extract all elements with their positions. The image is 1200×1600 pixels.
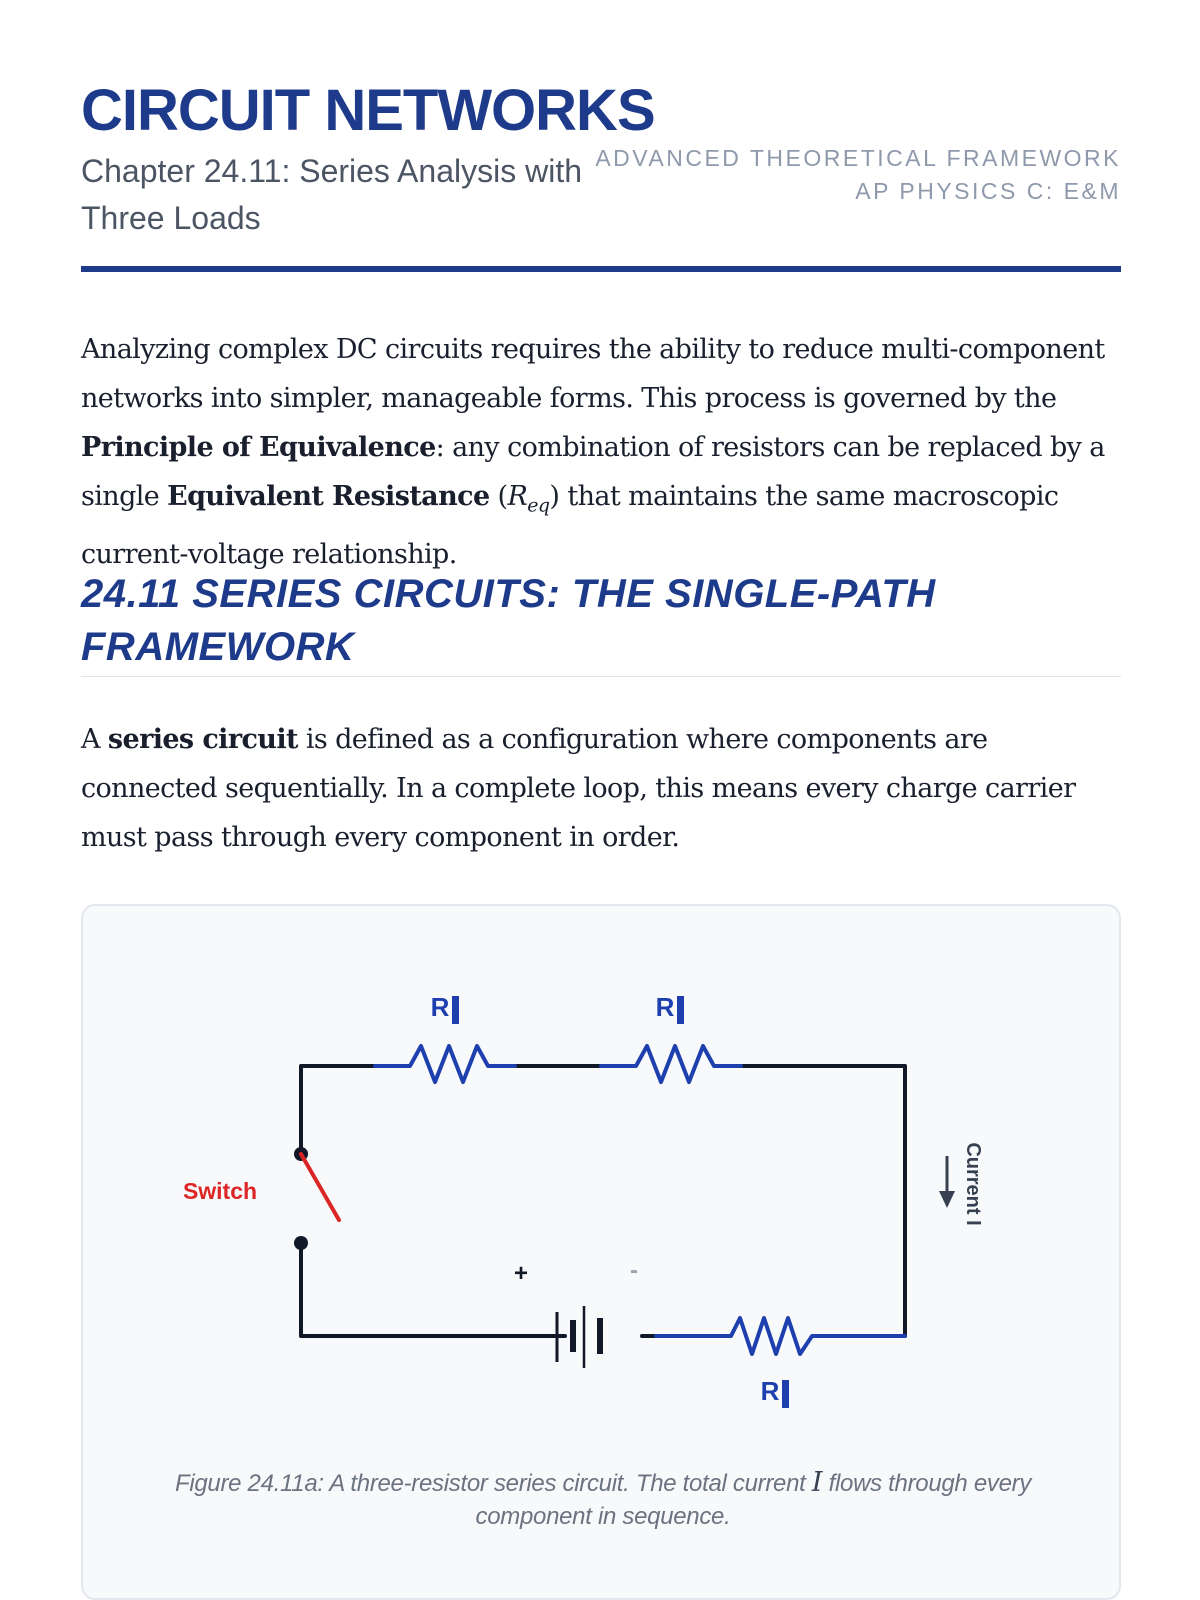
caption-current-symbol: I: [811, 1467, 823, 1498]
framework-label: ADVANCED THEORETICAL FRAMEWORK: [595, 145, 1121, 171]
circuit-figure: [81, 904, 1121, 1600]
wire-right: [741, 1066, 905, 1336]
battery-plus-label: +: [513, 1260, 529, 1287]
section-heading: 24.11 SERIES CIRCUITS: THE SINGLE-PATH FRAMEWORK: [81, 572, 936, 669]
battery-minus-label: -: [630, 1257, 638, 1284]
resistor-3-label: R: [760, 1376, 780, 1406]
principle-of-equivalence-term: Principle of Equivalence: [81, 432, 436, 463]
resistor-3: [656, 1318, 905, 1354]
document-page: [81, 0, 1121, 1530]
switch-label: Switch: [182, 1178, 258, 1204]
series-text-1: A: [81, 724, 108, 755]
current-label: Current I: [962, 1142, 984, 1226]
course-meta: [595, 142, 1121, 208]
req-symbol-letter: R: [507, 481, 528, 512]
document-header: [81, 0, 1121, 275]
equivalent-resistance-term: Equivalent Resistance: [167, 481, 490, 512]
chapter-subtitle: Chapter 24.11: Series Analysis with Three Loads: [81, 153, 582, 236]
section-divider: [81, 676, 1121, 677]
resistor-2-label: R: [655, 992, 675, 1022]
series-text-2: is defined as a configuration where components are connected sequentially. In a complete loop, this means every charge carrier must pass through every component in order.: [81, 724, 1076, 853]
series-definition-paragraph: [81, 715, 1121, 862]
intro-text-3: (: [489, 481, 508, 512]
resistor-1-label: R: [430, 992, 450, 1022]
req-symbol: [507, 481, 550, 517]
switch-lever: [301, 1154, 339, 1220]
caption-prefix: Figure 24.11a: A three-resistor series circuit. The total current: [174, 1470, 812, 1497]
intro-paragraph: [81, 325, 1121, 579]
wire-left-bottom: [301, 1245, 565, 1336]
document-title: CIRCUIT NETWORKS: [81, 78, 655, 143]
current-arrow-icon: [939, 1156, 955, 1208]
resistor-3-subscript-glyph: [782, 1380, 789, 1408]
intro-text-1: Analyzing complex DC circuits requires the ability to reduce multi-component networks into simpler, manageable forms. This process is governed by the: [81, 334, 1105, 414]
switch-terminal-bottom: [294, 1236, 308, 1250]
resistor-2-subscript-glyph: [677, 996, 684, 1024]
resistor-2: [601, 1046, 741, 1082]
figure-caption: [123, 1466, 1083, 1533]
intro-text-4: ) that maintains the same macroscopic current-voltage relationship.: [81, 481, 1059, 571]
wire-left-top: [301, 1066, 375, 1148]
resistor-1-subscript-glyph: [452, 996, 459, 1024]
header-divider: [81, 266, 1121, 272]
course-label: AP PHYSICS C: E&M: [855, 178, 1121, 204]
req-symbol-subscript: eq: [527, 494, 550, 517]
series-circuit-term: series circuit: [107, 724, 298, 755]
resistor-1: [375, 1046, 515, 1082]
caption-suffix: flows through every component in sequence.: [475, 1470, 1032, 1530]
intro-text-2: : any combination of resistors can be replaced by a single: [81, 432, 1105, 512]
